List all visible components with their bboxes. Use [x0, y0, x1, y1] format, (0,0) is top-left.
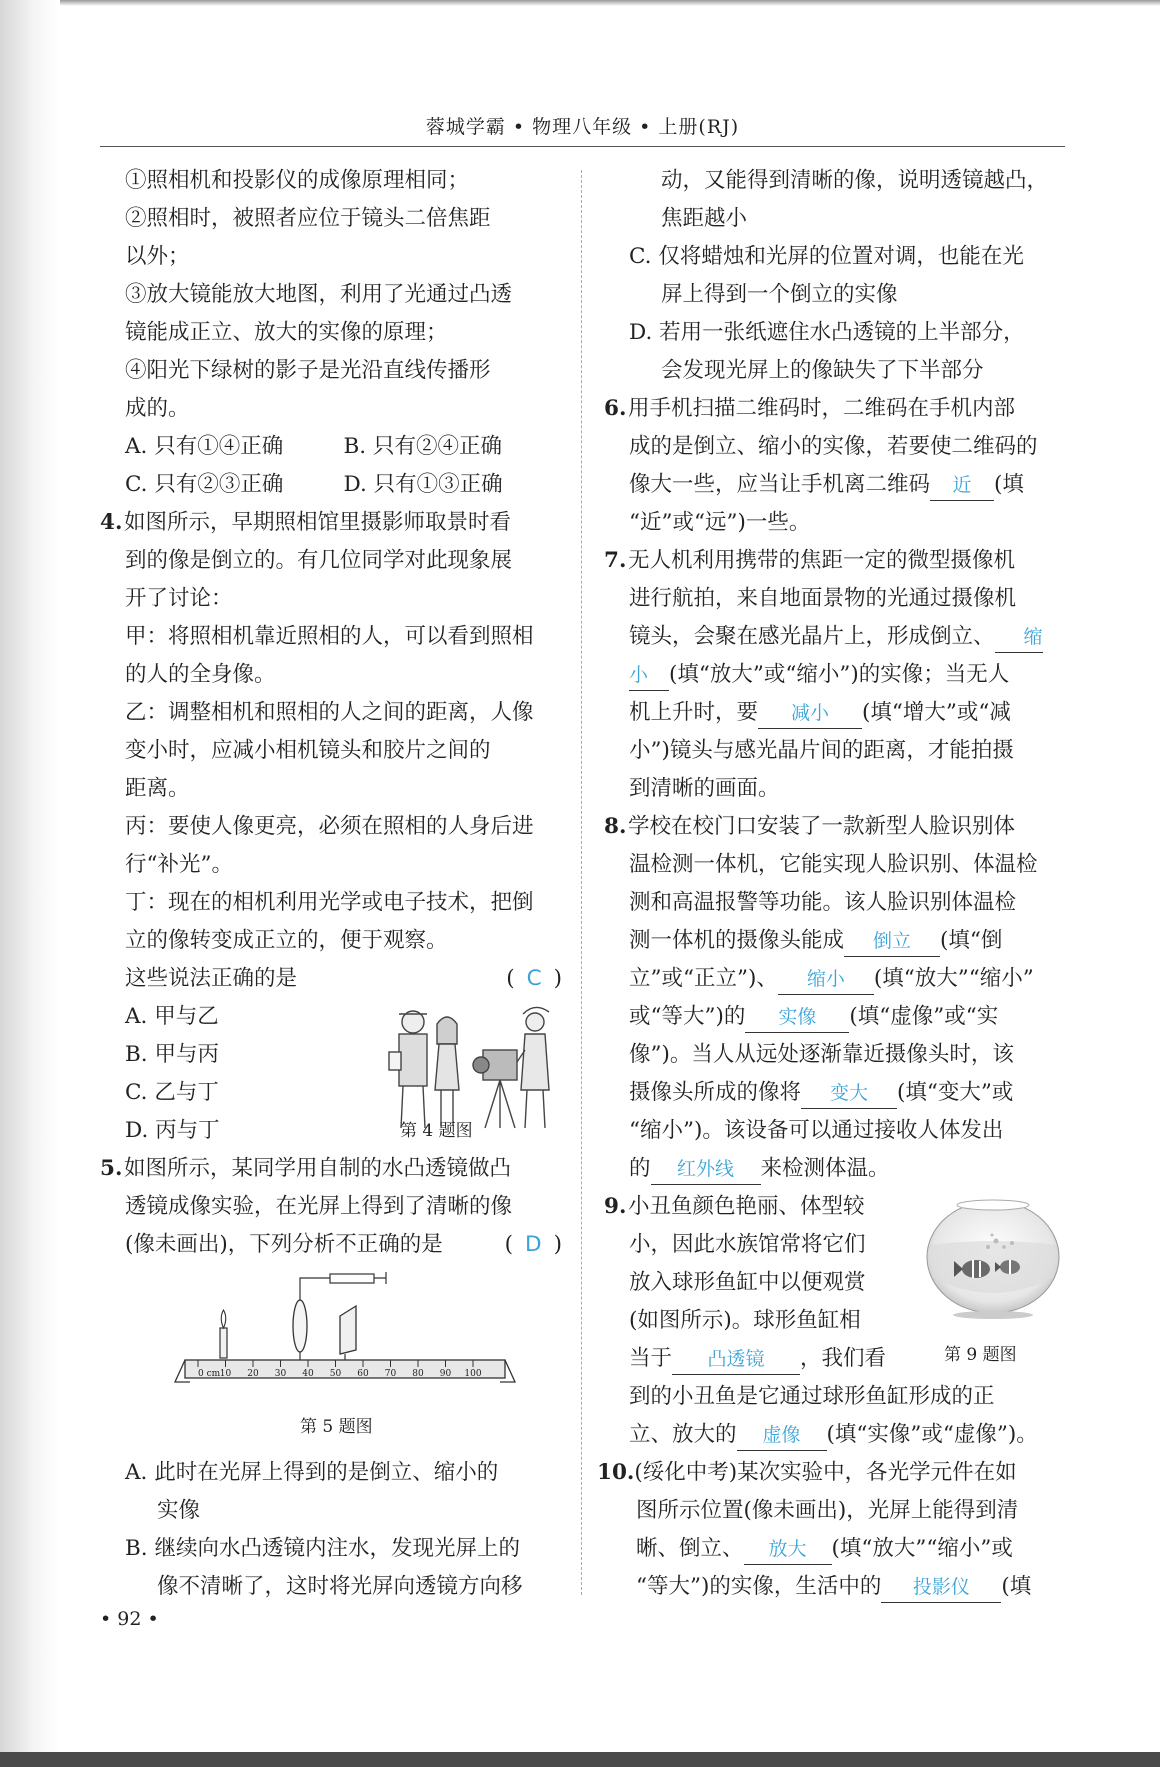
q9-line-1: 小丑鱼颜色艳丽、体型较: [628, 1194, 865, 1219]
q4-stem: [100, 960, 562, 998]
q10-answer-1: 放大: [744, 1534, 832, 1565]
q9-line-6: 到的小丑鱼是它通过球形鱼缸形成的正: [629, 1384, 995, 1409]
q4-option-c: C. 乙与丁: [125, 1080, 219, 1105]
q8-line-3: 测和高温报警等功能。该人脸识别体温检: [629, 890, 1017, 915]
q9-number: 9.: [604, 1194, 627, 1219]
q5-option-b-cont: 像不清晰了，这时将光屏向透镜方向移: [157, 1574, 523, 1599]
q8-line-4-text: 测一体机的摄像头能成: [629, 928, 845, 953]
q8-line-6: [604, 998, 1066, 1036]
camera-on-tripod: [473, 1050, 517, 1128]
q7-number: 7.: [604, 548, 627, 573]
q8-line-4-tail: (填“倒: [940, 928, 1003, 953]
q5-line-3: (像未画出)，下列分析不正确的是: [125, 1232, 443, 1257]
statement-4-cont: 成的。: [125, 396, 190, 421]
q8-line-10-tail: 来检测体温。: [760, 1156, 890, 1181]
q5-option-b-cont3: 焦距越小: [661, 206, 748, 231]
q4-line-7: 变小时，应减小相机镜头和胶片之间的: [125, 738, 491, 763]
q7-answer-2: 减小: [758, 698, 862, 729]
q8-answer-2: 缩小: [778, 964, 874, 995]
q6-answer: 近: [930, 470, 994, 501]
figure-5-caption: 第 5 题图: [300, 1417, 373, 1437]
statement-2: ②照相时，被照者应位于镜头二倍焦距: [125, 206, 491, 231]
q5-line-2: 透镜成像实验，在光屏上得到了清晰的像: [125, 1194, 513, 1219]
q6-line-4: “近”或“远”)一些。: [629, 510, 811, 535]
q8-line-5-tail: (填“放大”“缩小”: [873, 966, 1034, 991]
q7-line-3: [604, 618, 1066, 656]
q3-option-b: B. 只有②④正确: [343, 434, 502, 459]
candle: [220, 1310, 227, 1358]
ruler-tick-label: 70: [384, 1369, 397, 1379]
q6-number: 6.: [604, 396, 627, 421]
q5-number: 5.: [100, 1156, 123, 1181]
q4-line-3: 开了讨论：: [125, 586, 233, 611]
q3-options-row-1: [100, 428, 562, 466]
q6-line-2: 成的是倒立、缩小的实像，若要使二维码的: [629, 434, 1038, 459]
q4-line-9: 丙：要使人像更亮，必须在照相的人身后进: [125, 814, 534, 839]
q8-line-10-text: 的: [629, 1156, 651, 1181]
q8-line-4: [604, 922, 1066, 960]
question-5: [100, 1150, 562, 1188]
q5-option-b-cont2: 动，又能得到清晰的像，说明透镜越凸，: [661, 168, 1049, 193]
q7-line-5-tail: (填“增大”或“减: [862, 700, 1011, 725]
q4-answer: C: [526, 966, 542, 991]
q8-answer-5: 红外线: [651, 1154, 761, 1185]
q9-line-2: 小，因此水族馆常将它们: [629, 1232, 866, 1257]
q10-line-4: [604, 1568, 1066, 1606]
man-figure: [389, 1011, 427, 1128]
q9-line-7-tail: (填“实像”或“虚像”)。: [826, 1422, 1038, 1447]
question-8: [604, 808, 1066, 846]
q9-line-5-text: 当于: [629, 1346, 673, 1371]
q4-paren-open: (: [506, 966, 515, 991]
q8-line-6-tail: (填“虚像”或“实: [849, 1004, 999, 1029]
ruler-tick-label: 0 cm: [198, 1369, 221, 1379]
light-screen: [340, 1306, 356, 1360]
q8-line-1: 学校在校门口安装了一款新型人脸识别体: [628, 814, 1016, 839]
q9-line-3: 放入球形鱼缸中以便观赏: [629, 1270, 866, 1295]
q8-number: 8.: [604, 814, 627, 839]
q9-line-4: (如图所示)。球形鱼缸相: [629, 1308, 861, 1333]
q8-line-5: [604, 960, 1066, 998]
q3-option-a: A. 只有①④正确: [125, 434, 284, 459]
q5-paren-open: (: [504, 1232, 514, 1257]
page-left-shadow: [0, 0, 60, 1767]
column-divider: [581, 170, 582, 1595]
q9-answer-2: 虚像: [737, 1420, 827, 1451]
q7-answer-1-part-1: 缩: [995, 622, 1043, 653]
photographer-figure: [517, 1007, 549, 1128]
q3-option-c: C. 只有②③正确: [125, 472, 284, 497]
running-header: 蓉城学霸 • 物理八年级 • 上册(RJ): [425, 116, 740, 138]
question-6: [604, 390, 1066, 428]
q4-option-a: A. 甲与乙: [125, 1004, 219, 1029]
q3-options-row-2: [100, 466, 562, 504]
q10-number: 10.: [597, 1460, 635, 1485]
ruler-tick-label: 60: [357, 1369, 369, 1379]
q8-line-9: “缩小”)。该设备可以通过接收人体发出: [629, 1118, 1004, 1143]
header-rule: [100, 146, 1065, 147]
right-column: [597, 162, 1066, 1606]
question-10: [597, 1454, 1066, 1492]
figure-9-fishbowl: [918, 1197, 1068, 1322]
q9-line-5-tail: ，我们看: [800, 1346, 887, 1371]
q10-answer-2: 投影仪: [881, 1572, 1001, 1603]
q8-line-5-text: 立”或“正立”)、: [629, 966, 778, 991]
q7-line-4: [604, 656, 1066, 694]
q7-line-4-text: (填“放大”或“缩小”)的实像；当无人: [669, 662, 1010, 687]
q4-line-6: 乙：调整相机和照相的人之间的距离，人像: [125, 700, 534, 725]
q7-line-3-text: 镜头，会聚在感光晶片上，形成倒立、: [629, 624, 995, 649]
q5-option-c: C. 仅将蜡烛和光屏的位置对调，也能在光: [629, 244, 1024, 269]
statement-2-cont: 以外；: [125, 244, 190, 269]
q10-line-4-tail: (填: [1001, 1574, 1032, 1599]
q5-option-d: D. 若用一张纸遮住水凸透镜的上半部分，: [629, 320, 1025, 345]
q9-line-7: [604, 1416, 1066, 1454]
q5-answer-bracket: [505, 1226, 562, 1264]
q10-line-4-text: “等大”)的实像，生活中的: [636, 1574, 882, 1599]
figure-9-caption: 第 9 题图: [944, 1345, 1017, 1365]
q7-line-5: [604, 694, 1066, 732]
page-bottom-edge: [0, 1752, 1160, 1767]
ruler-tick-label: 90: [439, 1369, 452, 1379]
q4-line-4: 甲：将照相机靠近照相的人，可以看到照相: [125, 624, 534, 649]
q4-option-d: D. 丙与丁: [125, 1118, 220, 1143]
q8-line-8-tail: (填“变大”或: [897, 1080, 1014, 1105]
q4-paren-close: ): [553, 966, 562, 991]
ruler-tick-label: 50: [329, 1369, 342, 1379]
q8-answer-4: 变大: [801, 1078, 897, 1109]
q7-line-7: 到清晰的画面。: [629, 776, 780, 801]
figure-4-caption: 第 4 题图: [400, 1121, 473, 1141]
q10-line-3-tail: (填“放大”“缩小”或: [831, 1536, 1013, 1561]
question-7: [604, 542, 1066, 580]
q8-line-10: [604, 1150, 1066, 1188]
q9-answer-1: 凸透镜: [672, 1344, 800, 1375]
q8-line-8-text: 摄像头所成的像将: [629, 1080, 802, 1105]
page-top-shadow: [0, 0, 1160, 6]
q6-line-3-text: 像大一些，应当让手机离二维码: [629, 472, 931, 497]
q10-line-1: (绥化中考)某次实验中，各光学元件在如: [634, 1460, 1017, 1485]
q4-number: 4.: [100, 510, 123, 535]
q8-answer-3: 实像: [745, 1002, 849, 1033]
ruler-tick-label: 40: [302, 1369, 314, 1379]
q5-option-d-cont: 会发现光屏上的像缺失了下半部分: [661, 358, 984, 383]
q4-line-1: 如图所示，早期照相馆里摄影师取景时看: [124, 510, 512, 535]
q4-line-8: 距离。: [125, 776, 190, 801]
q5-stem: [100, 1226, 562, 1264]
q8-line-8: [604, 1074, 1066, 1112]
q4-line-5: 的人的全身像。: [125, 662, 276, 687]
page-number: • 92 •: [100, 1608, 159, 1630]
q6-line-3-tail: (填: [994, 472, 1024, 497]
statement-1: ①照相机和投影仪的成像原理相同；: [125, 168, 470, 193]
q5-option-a: A. 此时在光屏上得到的是倒立、缩小的: [125, 1460, 499, 1485]
statement-3: ③放大镜能放大地图，利用了光通过凸透: [125, 282, 513, 307]
question-4: [100, 504, 562, 542]
q5-option-c-cont: 屏上得到一个倒立的实像: [661, 282, 898, 307]
q8-line-7: 像”)。当人从远处逐渐靠近摄像头时，该: [629, 1042, 1014, 1067]
statement-4: ④阳光下绿树的影子是光沿直线传播形: [125, 358, 491, 383]
q4-stem-text: 这些说法正确的是: [125, 966, 298, 991]
ruler-tick-label: 30: [274, 1369, 287, 1379]
q4-option-b: B. 甲与丙: [125, 1042, 219, 1067]
q4-line-10: 行“补光”。: [125, 852, 233, 877]
q9-line-7-text: 立、放大的: [629, 1422, 737, 1447]
figure-5-optical-bench: [170, 1268, 520, 1398]
q10-line-3-text: 晰、倒立、: [636, 1536, 744, 1561]
q4-line-12: 立的像转变成正立的，便于观察。: [125, 928, 448, 953]
q4-answer-bracket: [506, 960, 562, 998]
ruler-tick-label: 80: [412, 1369, 424, 1379]
q6-line-3: [604, 466, 1066, 504]
q7-line-5-text: 机上升时，要: [629, 700, 759, 725]
q8-answer-1: 倒立: [844, 926, 940, 957]
statement-3-cont: 镜能成正立、放大的实像的原理；: [125, 320, 448, 345]
q3-option-d: D. 只有①③正确: [343, 472, 503, 497]
q6-line-1: 用手机扫描二维码时，二维码在手机内部: [628, 396, 1016, 421]
q10-line-3: [604, 1530, 1066, 1568]
q5-answer: D: [525, 1232, 542, 1257]
ruler-tick-label: 20: [247, 1369, 259, 1379]
woman-figure: [435, 1017, 459, 1126]
q8-line-2: 温检测一体机，它能实现人脸识别、体温检: [629, 852, 1038, 877]
ruler-tick-label: 10: [219, 1369, 232, 1379]
q7-line-2: 进行航拍，来自地面景物的光通过摄像机: [629, 586, 1017, 611]
q5-line-1: 如图所示，某同学用自制的水凸透镜做凸: [124, 1156, 512, 1181]
q7-answer-1-part-2: 小: [629, 660, 669, 691]
ruler-tick-label: 100: [464, 1369, 482, 1379]
q5-option-b: B. 继续向水凸透镜内注水，发现光屏上的: [125, 1536, 520, 1561]
q5-option-a-cont: 实像: [157, 1498, 201, 1523]
q7-line-1: 无人机利用携带的焦距一定的微型摄像机: [628, 548, 1016, 573]
q4-line-11: 丁：现在的相机利用光学或电子技术，把倒: [125, 890, 534, 915]
q5-paren-close: ): [553, 1232, 562, 1257]
q10-line-2: 图所示位置(像未画出)，光屏上能得到清: [636, 1498, 1019, 1523]
q8-line-6-text: 或“等大”)的: [629, 1004, 746, 1029]
q7-line-6: 小”)镜头与感光晶片间的距离，才能拍摄: [629, 738, 1014, 763]
q4-line-2: 到的像是倒立的。有几位同学对此现象展: [125, 548, 513, 573]
